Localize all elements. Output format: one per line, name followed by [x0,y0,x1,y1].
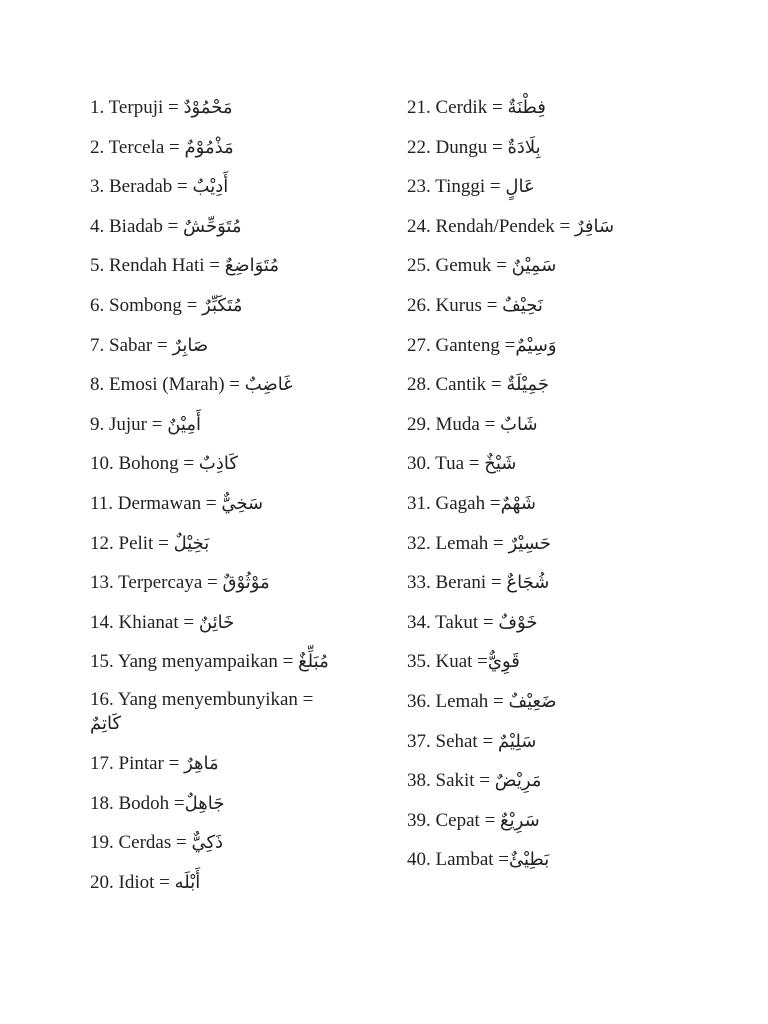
entry-label: 32. Lemah = [407,532,509,554]
arabic-word: سَافِرٌ [574,215,615,237]
entry-label: 27. Ganteng = [407,334,516,356]
arabic-word: مَذْمُوْمٌ [184,136,234,158]
entry-label: 15. Yang menyampaikan = [90,651,299,673]
vocab-entry-7 [90,326,390,366]
entry-label: 39. Cepat = [407,809,501,831]
arabic-word: نَحِيْفٌ [502,294,543,316]
entry-label: 26. Kurus = [407,294,503,316]
vocab-entry-5 [90,246,390,286]
vocab-entry-31 [407,484,737,524]
vocab-entry-28 [407,365,737,405]
entry-label: 14. Khianat = [90,611,199,633]
vocab-entry-17 [90,744,390,784]
vocab-entry-23 [407,167,737,207]
entry-label: 25. Gemuk = [407,255,512,277]
vocab-entry-33 [407,563,737,603]
entry-label: 23. Tinggi = [407,176,506,198]
vocab-entry-25 [407,246,737,286]
vocab-entry-4 [90,207,390,247]
entry-label: 28. Cantik = [407,374,507,396]
arabic-word: عَالٍ [505,176,535,198]
entry-label: 17. Pintar = [90,752,185,774]
arabic-word: ضَعِيْفٌ [508,690,557,712]
arabic-word: خَائِنٌ [198,611,235,633]
vocab-entry-2 [90,128,390,168]
arabic-word: مَاهِرٌ [184,752,219,774]
entry-label: 40. Lambat = [407,849,509,871]
arabic-word: سَمِيْنٌ [511,255,557,277]
arabic-word: ذَكِيٌّ [191,832,224,854]
arabic-word: أَدِيْبٌ [192,176,229,198]
entry-label: 24. Rendah/Pendek = [407,215,575,237]
vocab-entry-13 [90,563,390,603]
arabic-word: جَاهِلٌ [184,792,225,814]
entry-label: 10. Bohong = [90,453,199,475]
entry-label: 34. Takut = [407,611,499,633]
left-column [90,88,390,902]
arabic-word: مُبَلِّغٌ [298,651,329,673]
arabic-word: أَمِيْنٌ [167,413,201,435]
vocab-entry-38 [407,761,737,801]
vocab-entry-40 [407,840,737,880]
vocab-entry-29 [407,405,737,445]
arabic-word: بَخِيْلٌ [173,532,210,554]
entry-label: 21. Cerdik = [407,97,508,118]
vocab-entry-8 [90,365,390,405]
vocab-entry-10 [90,444,390,484]
arabic-word: مَوْثُوْقٌ [222,572,270,594]
arabic-word: خَوْفٌ [498,611,538,633]
vocab-entry-35 [407,642,737,682]
arabic-word: صَابِرٌ [172,334,209,356]
entry-label: 11. Dermawan = [90,492,222,514]
vocab-entry-12 [90,524,390,564]
vocab-entry-37 [407,722,737,762]
vocab-entry-20 [90,863,390,903]
vocab-entry-18 [90,784,390,824]
entry-label: 35. Kuat = [407,651,488,673]
entry-label: 22. Dungu = [407,136,508,158]
vocab-entry-39 [407,801,737,841]
entry-label: 31. Gagah = [407,492,501,514]
entry-label: 8. Emosi (Marah) = [90,374,245,396]
entry-label: 9. Jujur = [90,413,168,435]
entry-label: 5. Rendah Hati = [90,255,225,277]
arabic-word: كَاتِمٌ [90,712,122,734]
entry-label: 19. Cerdas = [90,832,192,854]
arabic-word: مُتَكَبِّرٌ [202,294,243,316]
right-column [407,88,737,880]
arabic-word: قَوِيٌّ [487,651,520,673]
vocab-entry-6 [90,286,390,326]
vocab-entry-27 [407,326,737,366]
arabic-word: فِطْنَةٌ [507,97,546,118]
arabic-word: بَطِيْئٌ [509,849,550,871]
entry-label: 7. Sabar = [90,334,173,356]
arabic-word: سَرِيْعٌ [500,809,540,831]
vocab-entry-16 [90,682,390,744]
vocab-entry-21 [407,88,737,128]
arabic-word: سَخِيٌّ [221,492,264,514]
vocab-entry-11 [90,484,390,524]
vocab-entry-9 [90,405,390,445]
arabic-word: شَيْخٌ [484,453,517,475]
arabic-word: مَحْمُوْدٌ [183,97,233,118]
vocab-entry-32 [407,524,737,564]
arabic-word: وَسِيْمٌ [515,334,557,356]
entry-label: 4. Biadab = [90,215,184,237]
arabic-word: شَابٌ [500,413,538,435]
arabic-word: جَمِيْلَةٌ [506,374,549,396]
entry-label: 33. Berani = [407,572,507,594]
arabic-word: مَرِيْضٌ [494,770,542,792]
vocab-entry-34 [407,603,737,643]
arabic-word: أَبْلَه [174,871,201,893]
vocab-entry-30 [407,444,737,484]
arabic-word: غَاضِبٌ [244,374,293,396]
entry-label: 29. Muda = [407,413,501,435]
arabic-word: كَاذِبٌ [198,453,238,475]
vocab-entry-3 [90,167,390,207]
arabic-word: بِلَادَةٌ [507,136,541,158]
entry-label: 12. Pelit = [90,532,174,554]
arabic-word: سَلِيْمٌ [497,730,537,752]
entry-label: 18. Bodoh = [90,792,185,814]
vocab-entry-15 [90,642,390,682]
arabic-word: حَسِيْرٌ [508,532,552,554]
entry-label: 1. Terpuji = [90,97,184,118]
arabic-word: مُتَوَاضِعٌ [224,255,279,277]
arabic-word: شَهْمٌ [500,492,536,514]
entry-label: 16. Yang menyembunyikan = [90,688,314,710]
vocab-entry-14 [90,603,390,643]
entry-label: 3. Beradab = [90,176,193,198]
entry-label: 2. Tercela = [90,136,185,158]
vocab-entry-24 [407,207,737,247]
vocab-entry-1 [90,88,390,128]
arabic-word: مُتَوَحِّشٌ [183,215,242,237]
entry-label: 6. Sombong = [90,294,203,316]
entry-label: 13. Terpercaya = [90,572,223,594]
entry-label: 30. Tua = [407,453,485,475]
arabic-word: شُجَاعٌ [506,572,550,594]
entry-label: 37. Sehat = [407,730,498,752]
entry-label: 36. Lemah = [407,690,509,712]
entry-label: 20. Idiot = [90,871,175,893]
vocab-entry-26 [407,286,737,326]
vocab-entry-22 [407,128,737,168]
entry-label: 38. Sakit = [407,770,495,792]
vocab-entry-36 [407,682,737,722]
vocab-entry-19 [90,823,390,863]
